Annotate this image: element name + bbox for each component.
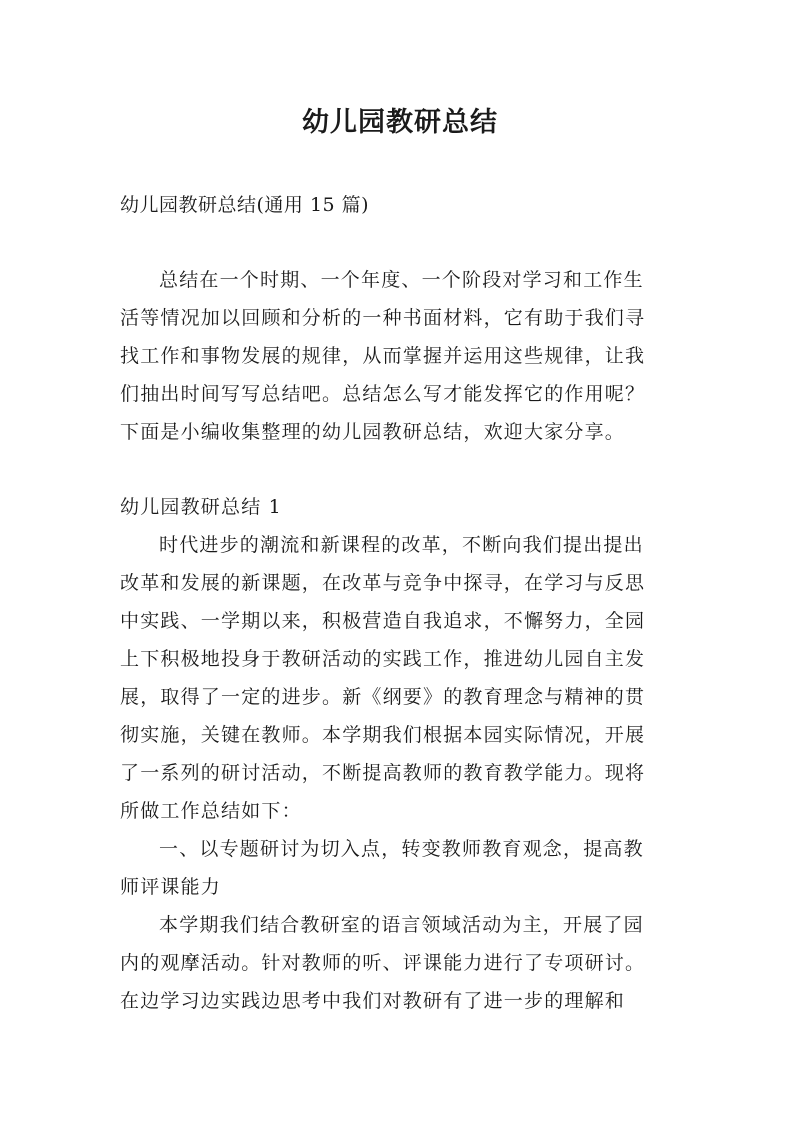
text-line: 本学期我们结合教研室的语言领域活动为主，开展了园 bbox=[159, 914, 644, 936]
text-line: 师评课能力 bbox=[120, 876, 222, 898]
intro-paragraph bbox=[120, 261, 690, 451]
text-line: 中实践、一学期以来，积极营造自我追求，不懈努力，全园 bbox=[120, 610, 646, 632]
text-line: 所做工作总结如下： bbox=[120, 800, 302, 822]
text-line: 们抽出时间写写总结吧。总结怎么写才能发挥它的作用呢？ bbox=[120, 383, 646, 405]
text-line: 一、以专题研讨为切入点，转变教师教育观念，提高教 bbox=[159, 838, 644, 860]
text-line: 上下积极地投身于教研活动的实践工作，推进幼儿园自主发 bbox=[120, 648, 646, 670]
text-line: 时代进步的潮流和新课程的改革，不断向我们提出提出 bbox=[159, 534, 644, 556]
text-line: 活等情况加以回顾和分析的一种书面材料，它有助于我们寻 bbox=[120, 307, 646, 329]
document-subtitle: 幼儿园教研总结(通用 15 篇) bbox=[120, 194, 370, 216]
section-heading: 幼儿园教研总结 1 bbox=[120, 496, 282, 518]
text-line: 总结在一个时期、一个年度、一个阶段对学习和工作生 bbox=[159, 269, 644, 291]
section-body bbox=[120, 488, 690, 1020]
text-line: 彻实施，关键在教师。本学期我们根据本园实际情况，开展 bbox=[120, 724, 646, 746]
page-title: 幼儿园教研总结 bbox=[302, 107, 498, 138]
text-line: 下面是小编收集整理的幼儿园教研总结，欢迎大家分享。 bbox=[120, 421, 626, 443]
text-line: 了一系列的研讨活动，不断提高教师的教育教学能力。现将 bbox=[120, 762, 646, 784]
text-line: 展，取得了一定的进步。新《纲要》的教育理念与精神的贯 bbox=[120, 686, 646, 708]
text-line: 在边学习边实践边思考中我们对教研有了进一步的理解和 bbox=[120, 990, 626, 1012]
text-line: 找工作和事物发展的规律，从而掌握并运用这些规律，让我 bbox=[120, 345, 646, 367]
text-line: 改革和发展的新课题，在改革与竞争中探寻，在学习与反思 bbox=[120, 572, 646, 594]
text-line: 内的观摩活动。针对教师的听、评课能力进行了专项研讨。 bbox=[120, 952, 646, 974]
